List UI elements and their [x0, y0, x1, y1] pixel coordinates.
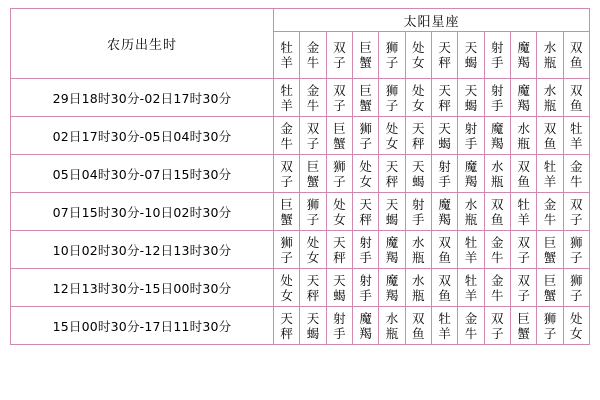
row-sign-cell: 牡 羊 [458, 231, 484, 269]
header-sign-cell: 巨 蟹 [352, 32, 378, 79]
row-sign-cell: 狮 子 [563, 269, 589, 307]
zodiac-table [10, 8, 590, 345]
row-sign-cell: 天 蝎 [326, 269, 352, 307]
row-sign-cell: 狮 子 [326, 155, 352, 193]
row-sign-cell: 魔 羯 [510, 79, 536, 117]
row-sign-cell: 金 牛 [484, 269, 510, 307]
row-sign-cell: 双 鱼 [431, 269, 457, 307]
table-row [11, 231, 590, 269]
row-sign-cell: 狮 子 [274, 231, 300, 269]
row-sign-cell: 天 秤 [352, 193, 378, 231]
row-sign-cell: 牡 羊 [274, 79, 300, 117]
row-sign-cell: 水 瓶 [405, 269, 431, 307]
header-sign-cell: 水 瓶 [537, 32, 563, 79]
row-sign-cell: 金 牛 [300, 79, 326, 117]
header-group-label: 太阳星座 [274, 9, 590, 32]
row-sign-cell: 射 手 [484, 79, 510, 117]
row-sign-cell: 牡 羊 [431, 307, 457, 345]
row-sign-cell: 魔 羯 [484, 117, 510, 155]
row-sign-cell: 魔 羯 [379, 231, 405, 269]
table-row [11, 269, 590, 307]
header-sign-cell: 狮 子 [379, 32, 405, 79]
row-sign-cell: 双 鱼 [405, 307, 431, 345]
row-sign-cell: 天 蝎 [379, 193, 405, 231]
row-sign-cell: 射 手 [431, 155, 457, 193]
row-sign-cell: 天 蝎 [431, 117, 457, 155]
row-sign-cell: 狮 子 [379, 79, 405, 117]
table-row [11, 307, 590, 345]
row-sign-cell: 双 鱼 [431, 231, 457, 269]
row-sign-cell: 天 蝎 [405, 155, 431, 193]
row-sign-cell: 射 手 [352, 269, 378, 307]
header-sign-cell: 射 手 [484, 32, 510, 79]
row-sign-cell: 牡 羊 [510, 193, 536, 231]
row-sign-cell: 射 手 [352, 231, 378, 269]
row-sign-cell: 天 秤 [431, 79, 457, 117]
row-time-range: 10日02时30分-12日13时30分 [11, 231, 274, 269]
row-sign-cell: 双 子 [300, 117, 326, 155]
row-sign-cell: 牡 羊 [458, 269, 484, 307]
row-time-range: 15日00时30分-17日11时30分 [11, 307, 274, 345]
row-sign-cell: 水 瓶 [379, 307, 405, 345]
row-sign-cell: 双 鱼 [563, 79, 589, 117]
row-sign-cell: 处 女 [352, 155, 378, 193]
header-sign-cell: 天 蝎 [458, 32, 484, 79]
row-sign-cell: 魔 羯 [379, 269, 405, 307]
row-sign-cell: 双 子 [274, 155, 300, 193]
row-sign-cell: 巨 蟹 [537, 231, 563, 269]
row-sign-cell: 双 鱼 [484, 193, 510, 231]
row-sign-cell: 金 牛 [563, 155, 589, 193]
row-sign-cell: 水 瓶 [510, 117, 536, 155]
row-sign-cell: 处 女 [405, 79, 431, 117]
row-sign-cell: 水 瓶 [484, 155, 510, 193]
row-sign-cell: 巨 蟹 [537, 269, 563, 307]
row-sign-cell: 双 鱼 [510, 155, 536, 193]
header-sign-cell: 双 子 [326, 32, 352, 79]
row-sign-cell: 巨 蟹 [352, 79, 378, 117]
header-sign-cell: 处 女 [405, 32, 431, 79]
row-sign-cell: 双 子 [563, 193, 589, 231]
row-sign-cell: 金 牛 [484, 231, 510, 269]
row-time-range: 29日18时30分-02日17时30分 [11, 79, 274, 117]
row-sign-cell: 天 蝎 [458, 79, 484, 117]
header-sign-cell: 金 牛 [300, 32, 326, 79]
row-sign-cell: 双 子 [326, 79, 352, 117]
row-sign-cell: 金 牛 [458, 307, 484, 345]
row-sign-cell: 双 鱼 [537, 117, 563, 155]
row-sign-cell: 巨 蟹 [326, 117, 352, 155]
row-sign-cell: 狮 子 [300, 193, 326, 231]
row-sign-cell: 魔 羯 [352, 307, 378, 345]
row-sign-cell: 巨 蟹 [300, 155, 326, 193]
row-sign-cell: 水 瓶 [458, 193, 484, 231]
row-sign-cell: 射 手 [326, 307, 352, 345]
row-sign-cell: 处 女 [300, 231, 326, 269]
row-sign-cell: 天 蝎 [300, 307, 326, 345]
row-time-range: 02日17时30分-05日04时30分 [11, 117, 274, 155]
row-sign-cell: 天 秤 [405, 117, 431, 155]
row-time-range: 12日13时30分-15日00时30分 [11, 269, 274, 307]
row-sign-cell: 双 子 [510, 231, 536, 269]
table-header-group-row [11, 9, 590, 32]
row-sign-cell: 射 手 [405, 193, 431, 231]
row-sign-cell: 天 秤 [326, 231, 352, 269]
row-sign-cell: 处 女 [563, 307, 589, 345]
row-sign-cell: 处 女 [379, 117, 405, 155]
row-time-range: 07日15时30分-10日02时30分 [11, 193, 274, 231]
header-sign-cell: 天 秤 [431, 32, 457, 79]
row-sign-cell: 天 秤 [300, 269, 326, 307]
zodiac-table-body [11, 9, 590, 345]
header-sign-cell: 魔 羯 [510, 32, 536, 79]
row-sign-cell: 牡 羊 [563, 117, 589, 155]
row-sign-cell: 狮 子 [537, 307, 563, 345]
row-sign-cell: 金 牛 [274, 117, 300, 155]
header-row-label: 农历出生时 [11, 9, 274, 79]
row-sign-cell: 处 女 [274, 269, 300, 307]
row-sign-cell: 水 瓶 [405, 231, 431, 269]
table-row [11, 193, 590, 231]
row-sign-cell: 处 女 [326, 193, 352, 231]
row-sign-cell: 天 秤 [379, 155, 405, 193]
row-sign-cell: 射 手 [458, 117, 484, 155]
row-sign-cell: 狮 子 [563, 231, 589, 269]
table-row [11, 117, 590, 155]
row-sign-cell: 金 牛 [537, 193, 563, 231]
row-sign-cell: 狮 子 [352, 117, 378, 155]
header-sign-cell: 牡 羊 [274, 32, 300, 79]
row-sign-cell: 巨 蟹 [510, 307, 536, 345]
row-sign-cell: 双 子 [484, 307, 510, 345]
table-row [11, 155, 590, 193]
row-sign-cell: 巨 蟹 [274, 193, 300, 231]
table-row [11, 79, 590, 117]
row-sign-cell: 魔 羯 [458, 155, 484, 193]
row-sign-cell: 水 瓶 [537, 79, 563, 117]
row-time-range: 05日04时30分-07日15时30分 [11, 155, 274, 193]
row-sign-cell: 牡 羊 [537, 155, 563, 193]
row-sign-cell: 魔 羯 [431, 193, 457, 231]
row-sign-cell: 天 秤 [274, 307, 300, 345]
row-sign-cell: 双 子 [510, 269, 536, 307]
header-sign-cell: 双 鱼 [563, 32, 589, 79]
